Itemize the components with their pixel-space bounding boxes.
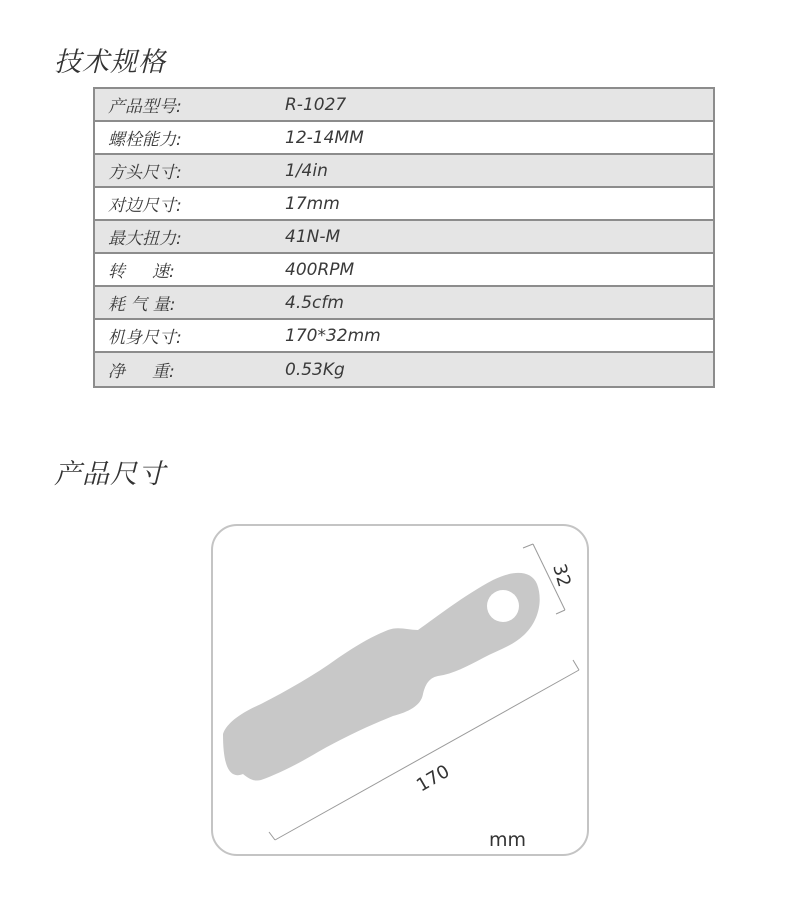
spec-label: 产品型号: — [108, 97, 182, 117]
spec-value: 17mm — [285, 193, 340, 214]
dimension-diagram — [211, 524, 589, 856]
table-row — [95, 254, 713, 287]
table-row — [95, 188, 713, 221]
width-label: 32 — [548, 561, 575, 590]
tool-silhouette — [223, 573, 540, 781]
spec-label: 净 重: — [108, 362, 175, 382]
spec-label: 对边尺寸: — [108, 196, 182, 216]
spec-value: 41N-M — [285, 226, 341, 247]
spec-value: 1/4in — [285, 160, 328, 181]
spec-label: 方头尺寸: — [108, 163, 182, 183]
table-row — [95, 122, 713, 155]
table-row — [95, 287, 713, 320]
table-row — [95, 89, 713, 122]
tool-hole — [487, 590, 519, 622]
unit-label: mm — [489, 829, 527, 851]
table-row — [95, 353, 713, 386]
dimension-svg — [213, 526, 591, 858]
spec-label: 机身尺寸: — [108, 328, 182, 348]
spec-value: R-1027 — [285, 94, 347, 115]
length-label: 170 — [413, 760, 454, 797]
table-row — [95, 320, 713, 353]
spec-label: 螺栓能力: — [108, 130, 182, 150]
table-row — [95, 221, 713, 254]
spec-label: 最大扭力: — [108, 229, 182, 249]
spec-value: 4.5cfm — [285, 292, 344, 313]
spec-label: 转 速: — [108, 262, 175, 282]
table-row — [95, 155, 713, 188]
spec-value: 170*32mm — [285, 325, 381, 346]
spec-table — [93, 87, 715, 388]
spec-value: 12-14MM — [285, 127, 364, 148]
spec-label: 耗 气 量: — [108, 295, 176, 315]
size-section-title: 产品尺寸 — [54, 459, 166, 490]
spec-section-title: 技术规格 — [54, 47, 166, 78]
spec-value: 400RPM — [285, 259, 355, 280]
spec-value: 0.53Kg — [285, 359, 345, 380]
